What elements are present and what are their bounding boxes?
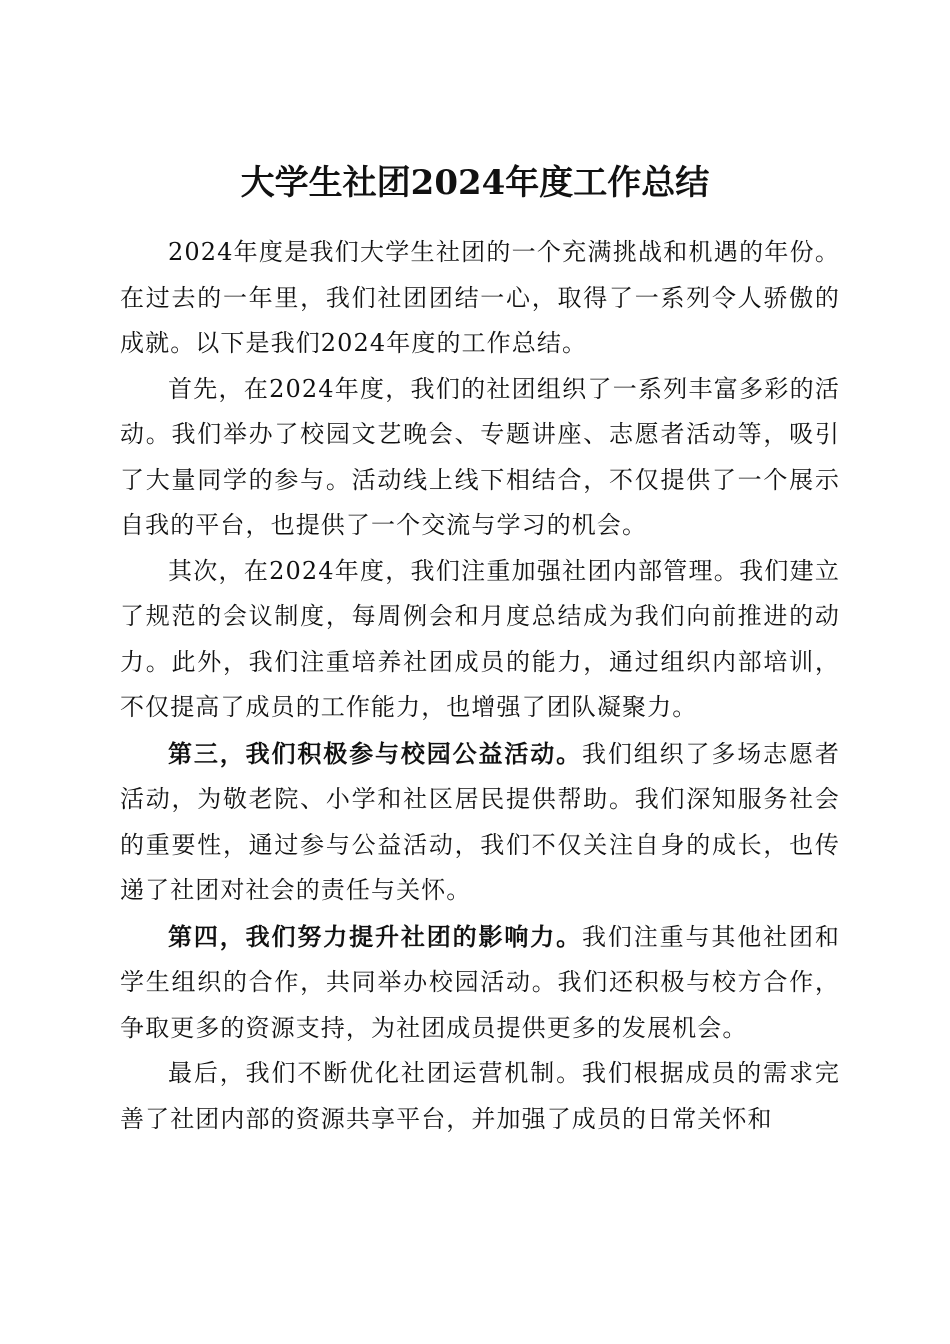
paragraph-3 [120,549,840,731]
paragraph-4 [120,731,840,914]
paragraph-1-text: 2024年度是我们大学生社团的一个充满挑战和机遇的年份。在过去的一年里，我们社团团结一心，取得了一系列令人骄傲的成就。以下是我们2024年度的工作总结。 [120,238,840,357]
paragraph-1 [120,230,840,367]
paragraph-5-lead: 第四，我们努力提升社团的影响力。 [168,921,583,951]
paragraph-6 [120,1051,840,1142]
paragraph-5 [120,914,840,1052]
paragraph-5-text: 我们注重与其他社团和学生组织的合作，共同举办校园活动。我们还积极与校方合作，争取更多的资源支持，为社团成员提供更多的发展机会。 [120,922,840,1042]
paragraph-4-lead: 第三，我们积极参与校园公益活动。 [168,738,583,768]
document-title: 大学生社团2024年度工作总结 [240,162,710,203]
paragraph-4-text: 我们组织了多场志愿者活动，为敬老院、小学和社区居民提供帮助。我们深知服务社会的重要性，通过参与公益活动，我们不仅关注自身的成长，也传递了社团对社会的责任与关怀。 [120,739,840,904]
paragraph-2-text: 首先，在2024年度，我们的社团组织了一系列丰富多彩的活动。我们举办了校园文艺晚会、专题讲座、志愿者活动等，吸引了大量同学的参与。活动线上线下相结合，不仅提供了一个展示自我的平台，也提供了一个交流与学习的机会。 [120,374,840,539]
document-body [120,230,840,1142]
paragraph-2 [120,367,840,549]
paragraph-3-text: 其次，在2024年度，我们注重加强社团内部管理。我们建立了规范的会议制度，每周例会和月度总结成为我们向前推进的动力。此外，我们注重培养社团成员的能力，通过组织内部培训，不仅提高了成员的工作能力，也增强了团队凝聚力。 [120,556,840,721]
paragraph-6-text: 最后，我们不断优化社团运营机制。我们根据成员的需求完善了社团内部的资源共享平台，并加强了成员的日常关怀和 [120,1059,840,1133]
